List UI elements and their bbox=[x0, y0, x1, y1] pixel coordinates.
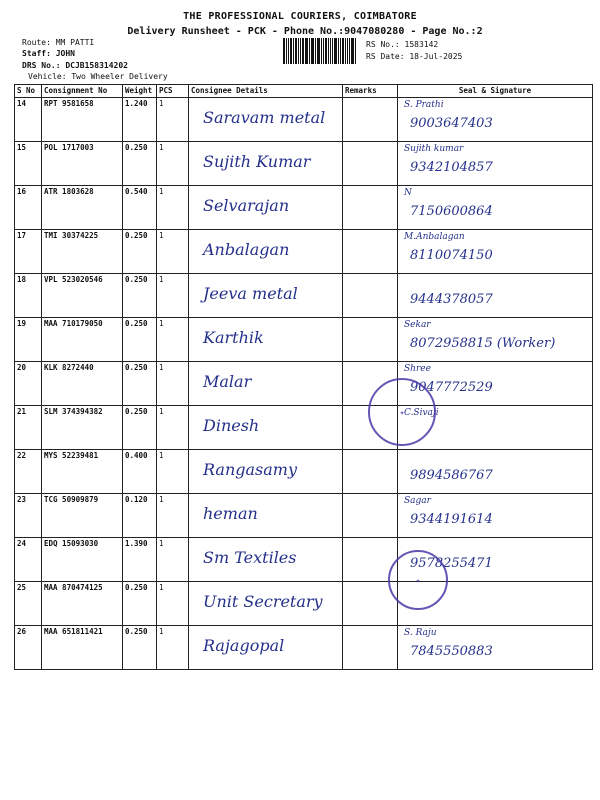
table-row bbox=[15, 186, 593, 230]
company-title: THE PROFESSIONAL COURIERS, COIMBATORE bbox=[183, 11, 417, 22]
consignment-number: MAA 651811421 bbox=[42, 626, 123, 670]
consignee-details bbox=[189, 142, 343, 186]
seal-signature bbox=[398, 450, 593, 494]
seal-signature bbox=[398, 186, 593, 230]
table-row bbox=[15, 230, 593, 274]
weight: 0.250 bbox=[123, 362, 157, 406]
serial-number: 22 bbox=[15, 450, 42, 494]
weight: 0.250 bbox=[123, 142, 157, 186]
serial-number: 23 bbox=[15, 494, 42, 538]
seal-signature bbox=[398, 494, 593, 538]
remarks bbox=[343, 186, 398, 230]
drs-number: DRS No.: DCJB158314202 bbox=[22, 61, 128, 70]
receiver-phone: 8072958815 (Worker) bbox=[410, 336, 556, 351]
consignee-details bbox=[189, 494, 343, 538]
consignee-details bbox=[189, 274, 343, 318]
consignee-name-handwritten: Rajagopal bbox=[203, 636, 285, 655]
remarks bbox=[343, 230, 398, 274]
pieces: 1 bbox=[157, 626, 189, 670]
consignee-name-handwritten: Malar bbox=[203, 372, 252, 391]
pieces: 1 bbox=[157, 406, 189, 450]
receiver-phone: 9342104857 bbox=[410, 160, 493, 175]
remarks bbox=[343, 626, 398, 670]
serial-number: 20 bbox=[15, 362, 42, 406]
consignee-name-handwritten: Rangasamy bbox=[203, 460, 297, 479]
weight: 0.540 bbox=[123, 186, 157, 230]
table-row bbox=[15, 538, 593, 582]
table-row bbox=[15, 98, 593, 142]
route: Route: MM PATTI bbox=[22, 38, 95, 47]
remarks bbox=[343, 450, 398, 494]
receiver-phone: 9444378057 bbox=[410, 292, 493, 307]
runsheet-table bbox=[14, 84, 593, 670]
receiver-phone: 9047772529 bbox=[410, 380, 493, 395]
receiver-phone: 9578255471 bbox=[410, 556, 493, 571]
weight: 0.250 bbox=[123, 318, 157, 362]
pieces: 1 bbox=[157, 274, 189, 318]
serial-number: 21 bbox=[15, 406, 42, 450]
consignee-details bbox=[189, 186, 343, 230]
signature-text: Sujith kumar bbox=[404, 144, 464, 154]
seal-signature bbox=[398, 98, 593, 142]
consignment-number: POL 1717003 bbox=[42, 142, 123, 186]
seal-signature bbox=[398, 626, 593, 670]
consignee-name-handwritten: Unit Secretary bbox=[203, 592, 323, 611]
consignee-name-handwritten: Saravam metal bbox=[203, 108, 326, 127]
receiver-phone: 7150600864 bbox=[410, 204, 493, 219]
vehicle: Vehicle: Two Wheeler Delivery bbox=[28, 72, 168, 81]
consignment-number: VPL 523020546 bbox=[42, 274, 123, 318]
table-row bbox=[15, 142, 593, 186]
remarks bbox=[343, 98, 398, 142]
pieces: 1 bbox=[157, 582, 189, 626]
company-seal-stamp: ✦ bbox=[388, 550, 448, 610]
seal-signature bbox=[398, 142, 593, 186]
signature-text: C.Sivaji bbox=[404, 408, 439, 418]
serial-number: 16 bbox=[15, 186, 42, 230]
weight: 0.250 bbox=[123, 274, 157, 318]
consignee-name-handwritten: Anbalagan bbox=[203, 240, 290, 259]
pieces: 1 bbox=[157, 230, 189, 274]
col-header: Remarks bbox=[343, 85, 398, 98]
signature-text: S. Prathi bbox=[404, 100, 444, 110]
col-header: Consignment No bbox=[42, 85, 123, 98]
consignee-details bbox=[189, 626, 343, 670]
receiver-phone: 8110074150 bbox=[410, 248, 493, 263]
consignment-number: SLM 374394382 bbox=[42, 406, 123, 450]
consignee-details bbox=[189, 582, 343, 626]
col-header: PCS bbox=[157, 85, 189, 98]
serial-number: 15 bbox=[15, 142, 42, 186]
receiver-phone: 9894586767 bbox=[410, 468, 493, 483]
remarks bbox=[343, 274, 398, 318]
remarks bbox=[343, 494, 398, 538]
weight: 1.240 bbox=[123, 98, 157, 142]
runsheet-subtitle: Delivery Runsheet - PCK - Phone No.:9047080280 - Page No.:2 bbox=[127, 26, 483, 37]
signature-text: M.Anbalagan bbox=[404, 232, 465, 242]
consignment-number: MAA 710179050 bbox=[42, 318, 123, 362]
col-header: S No bbox=[15, 85, 42, 98]
rs-date: RS Date: 18-Jul-2025 bbox=[366, 52, 463, 61]
consignment-number: KLK 8272440 bbox=[42, 362, 123, 406]
table-row bbox=[15, 318, 593, 362]
consignee-name-handwritten: Sujith Kumar bbox=[203, 152, 311, 171]
signature-text: Shree bbox=[404, 364, 431, 374]
serial-number: 26 bbox=[15, 626, 42, 670]
consignee-name-handwritten: Selvarajan bbox=[203, 196, 290, 215]
receiver-phone: 7845550883 bbox=[410, 644, 493, 659]
signature-text: Sagar bbox=[404, 496, 431, 506]
receiver-phone: 9344191614 bbox=[410, 512, 493, 527]
table-row bbox=[15, 450, 593, 494]
remarks bbox=[343, 318, 398, 362]
seal-signature bbox=[398, 230, 593, 274]
pieces: 1 bbox=[157, 318, 189, 362]
consignee-details bbox=[189, 98, 343, 142]
pieces: 1 bbox=[157, 450, 189, 494]
signature-text: N bbox=[404, 188, 412, 198]
consignment-number: RPT 9581658 bbox=[42, 98, 123, 142]
staff: Staff: JOHN bbox=[22, 49, 75, 58]
serial-number: 24 bbox=[15, 538, 42, 582]
consignee-name-handwritten: Dinesh bbox=[203, 416, 260, 435]
serial-number: 18 bbox=[15, 274, 42, 318]
consignee-details bbox=[189, 538, 343, 582]
consignee-details bbox=[189, 318, 343, 362]
weight: 0.250 bbox=[123, 582, 157, 626]
pieces: 1 bbox=[157, 142, 189, 186]
pieces: 1 bbox=[157, 494, 189, 538]
consignee-details bbox=[189, 450, 343, 494]
consignee-name-handwritten: Jeeva metal bbox=[203, 284, 298, 303]
seal-signature bbox=[398, 274, 593, 318]
consignment-number: EDQ 15093030 bbox=[42, 538, 123, 582]
col-header: Seal & Signature bbox=[398, 85, 593, 98]
pieces: 1 bbox=[157, 362, 189, 406]
consignment-number: TCG 50909879 bbox=[42, 494, 123, 538]
consignee-details bbox=[189, 362, 343, 406]
remarks bbox=[343, 142, 398, 186]
consignee-details bbox=[189, 230, 343, 274]
consignee-name-handwritten: Sm Textiles bbox=[203, 548, 297, 567]
rs-number: RS No.: 1583142 bbox=[366, 40, 439, 49]
weight: 0.120 bbox=[123, 494, 157, 538]
weight: 1.390 bbox=[123, 538, 157, 582]
company-seal-stamp: ✦ bbox=[368, 378, 436, 446]
col-header: Consignee Details bbox=[189, 85, 343, 98]
table-row bbox=[15, 582, 593, 626]
receiver-phone: 9003647403 bbox=[410, 116, 493, 131]
pieces: 1 bbox=[157, 538, 189, 582]
serial-number: 17 bbox=[15, 230, 42, 274]
col-header: Weight bbox=[123, 85, 157, 98]
table-row bbox=[15, 362, 593, 406]
weight: 0.250 bbox=[123, 626, 157, 670]
table-header-row bbox=[15, 85, 593, 98]
weight: 0.400 bbox=[123, 450, 157, 494]
consignee-name-handwritten: Karthik bbox=[203, 328, 264, 347]
pieces: 1 bbox=[157, 98, 189, 142]
table-row bbox=[15, 274, 593, 318]
pieces: 1 bbox=[157, 186, 189, 230]
consignment-number: MAA 870474125 bbox=[42, 582, 123, 626]
consignment-number: MYS 52239481 bbox=[42, 450, 123, 494]
table-row bbox=[15, 406, 593, 450]
table-row bbox=[15, 494, 593, 538]
serial-number: 14 bbox=[15, 98, 42, 142]
weight: 0.250 bbox=[123, 230, 157, 274]
table-row bbox=[15, 626, 593, 670]
serial-number: 25 bbox=[15, 582, 42, 626]
consignee-name-handwritten: heman bbox=[203, 504, 258, 523]
serial-number: 19 bbox=[15, 318, 42, 362]
weight: 0.250 bbox=[123, 406, 157, 450]
seal-signature bbox=[398, 318, 593, 362]
barcode-image bbox=[283, 38, 357, 64]
consignment-number: TMI 30374225 bbox=[42, 230, 123, 274]
consignee-details bbox=[189, 406, 343, 450]
signature-text: Sekar bbox=[404, 320, 431, 330]
signature-text: S. Raju bbox=[404, 628, 437, 638]
consignment-number: ATR 1803628 bbox=[42, 186, 123, 230]
